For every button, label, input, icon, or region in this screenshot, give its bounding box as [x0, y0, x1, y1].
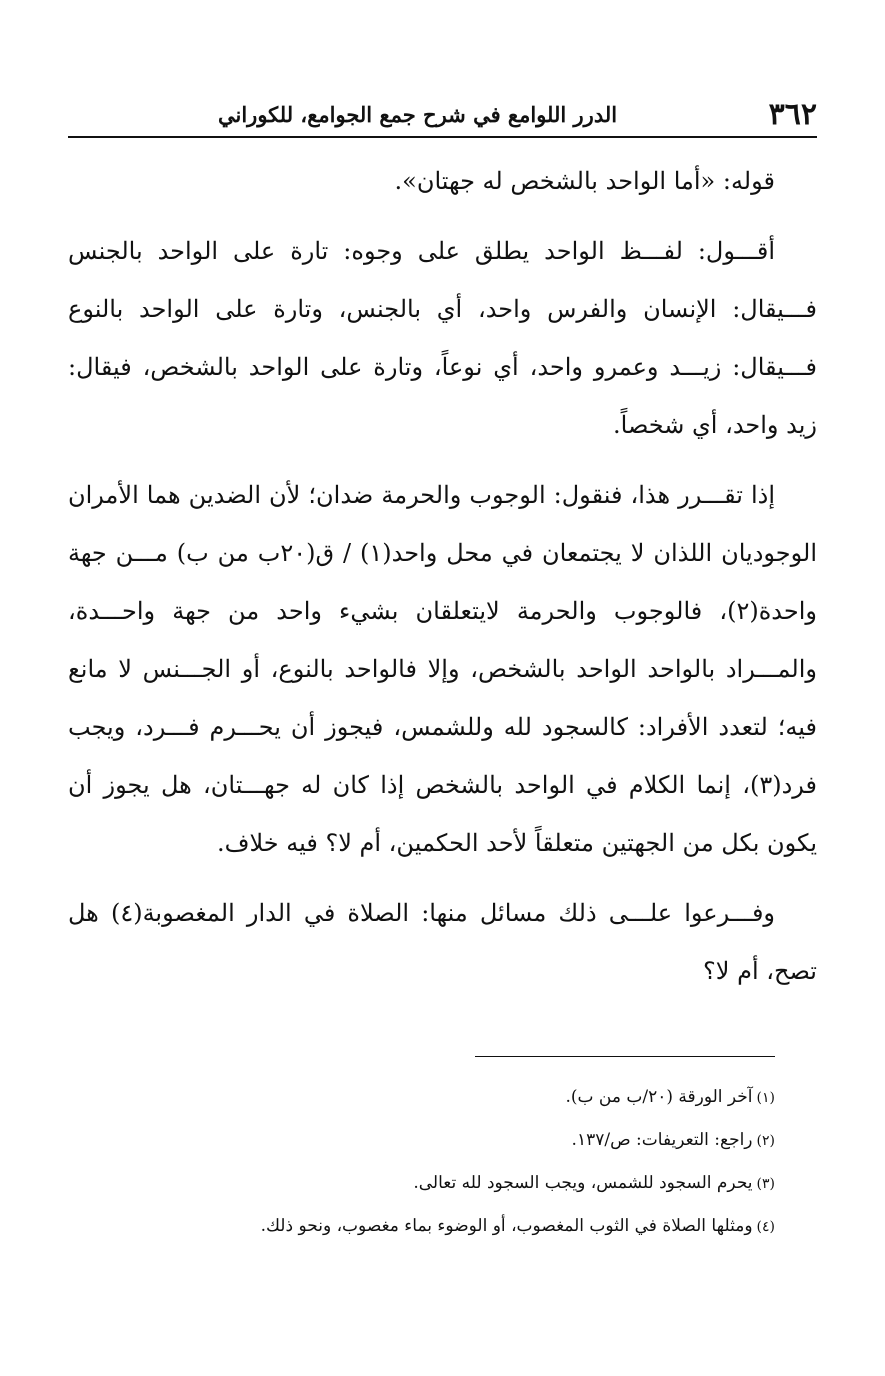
page-header [68, 92, 817, 138]
page-number: ٣٦٢ [768, 96, 817, 132]
footnote-text: آخر الورقة (٢٠/ب من ب). [565, 1087, 753, 1107]
footnotes [68, 1076, 775, 1248]
footnote-number: (٣) [756, 1176, 775, 1192]
paragraph-definition: أقـــول: لفـــظ الواحد يطلق على وجوه: تارة على الواحد بالجنس فـــيقال: الإنسان والفرس واحد، أي بالجنس، وتارة على الواحد بالنوع فـــيقال: زيـــد وعمرو واحد، أي نوعاً، وتارة على الواحد بالشخص، فيقال: زيد واحد، أي شخصاً. [68, 237, 817, 439]
footnote-separator [475, 1056, 775, 1057]
footnote-number: (٢) [756, 1133, 775, 1149]
paragraph-branches: وفـــرعوا علـــى ذلك مسائل منها: الصلاة في الدار المغصوبة(٤) هل تصح، أم لا؟ [68, 899, 817, 985]
paragraph-quote: قوله: «أما الواحد بالشخص له جهتان». [394, 167, 775, 195]
footnote-text: يحرم السجود للشمس، ويجب السجود لله تعالى. [413, 1173, 753, 1193]
running-title: الدرر اللوامع في شرح جمع الجوامع، للكوراني [218, 101, 618, 127]
main-text [68, 152, 817, 1012]
footnote [68, 1205, 775, 1248]
footnote-text: راجع: التعريفات: ص/١٣٧. [571, 1130, 753, 1150]
footnote-number: (٤) [756, 1219, 775, 1235]
footnote-number: (١) [756, 1090, 775, 1106]
footnote-text: ومثلها الصلاة في الثوب المغصوب، أو الوضوء بماء مغصوب، ونحو ذلك. [260, 1216, 753, 1236]
footnote [68, 1119, 775, 1162]
footnote [68, 1076, 775, 1119]
footnote [68, 1162, 775, 1205]
paragraph-argument: إذا تقـــرر هذا، فنقول: الوجوب والحرمة ضدان؛ لأن الضدين هما الأمران الوجوديان اللذان لا يجتمعان في محل واحد(١) / ق(٢٠ب من ب) مـــن جهة واحدة(٢)، فالوجوب والحرمة لايتعلقان بشيء واحد من جهة واحـــدة، والمـــراد بالواحد الواحد بالشخص، وإلا فالواحد بالنوع، أو الجـــنس لا مانع فيه؛ لتعدد الأفراد: كالسجود لله وللشمس، فيجوز أن يحـــرم فـــرد، ويجب فرد(٣)، إنما الكلام في الواحد بالشخص إذا كان له جهـــتان، هل يجوز أن يكون بكل من الجهتين متعلقاً لأحد الحكمين، أم لا؟ فيه خلاف. [68, 481, 817, 857]
